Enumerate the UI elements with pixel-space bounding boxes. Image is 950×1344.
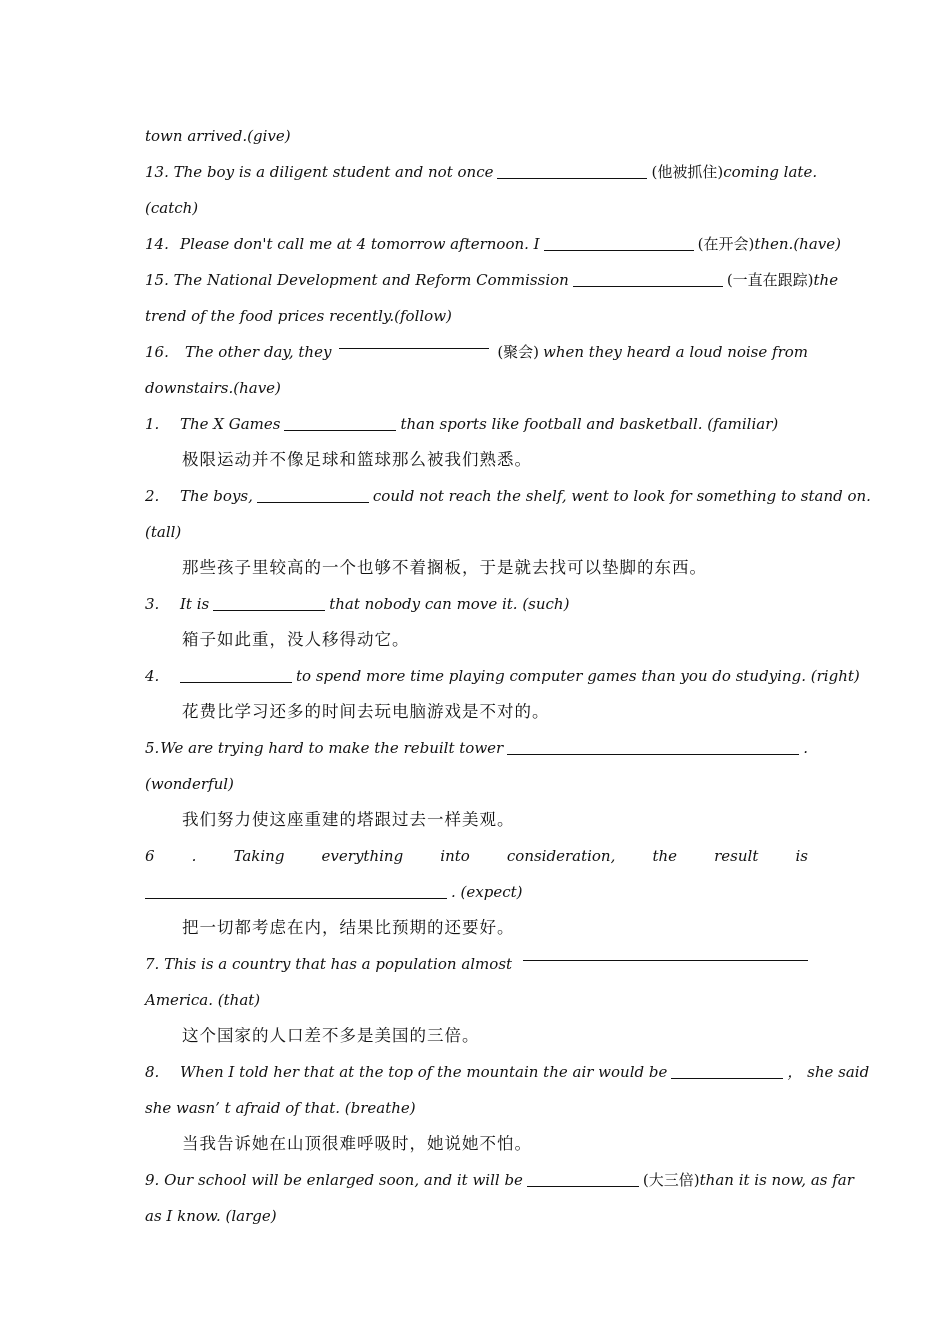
q15-tail: trend of the food prices recently.(follow) xyxy=(145,307,452,325)
answer-blank[interactable] xyxy=(257,488,369,503)
p8-line: 8. When I told her that at the top of the mountain the air would be ， she said xyxy=(145,1063,870,1081)
answer-blank[interactable] xyxy=(507,740,799,755)
q12-continuation: town arrived.(give) xyxy=(145,127,291,145)
q13-tail: (catch) xyxy=(145,199,199,217)
p4-line: 4. to spend more time playing computer games than you do studying. (right) xyxy=(145,667,860,685)
answer-blank[interactable] xyxy=(497,164,647,179)
q14-line: 14. Please don't call me at 4 tomorrow afternoon. I (在开会)then.(have) xyxy=(145,235,841,253)
p9-line: 9. Our school will be enlarged soon, and it will be (大三倍)than it is now, as far xyxy=(145,1171,854,1189)
p6-translation: 把一切都考虑在内，结果比预期的还要好。 xyxy=(182,918,515,937)
answer-blank[interactable] xyxy=(671,1064,783,1079)
answer-blank[interactable] xyxy=(180,668,292,683)
worksheet-page xyxy=(145,118,871,1234)
p2-tail: (tall) xyxy=(145,523,182,541)
p3-line: 3. It is that nobody can move it. (such) xyxy=(145,595,570,613)
p5-translation: 我们努力使这座重建的塔跟过去一样美观。 xyxy=(182,810,515,829)
q13-line: 13. The boy is a diligent student and not once (他被抓住)coming late. xyxy=(145,163,818,181)
answer-blank[interactable] xyxy=(213,596,325,611)
p2-line: 2. The boys, could not reach the shelf, went to look for something to stand on. xyxy=(145,487,871,505)
p9-tail: as I know. (large) xyxy=(145,1207,277,1225)
q16-line: 16. The other day, they (聚会) when they heard a loud noise from xyxy=(145,334,808,370)
answer-blank[interactable] xyxy=(527,1172,639,1187)
q15-line: 15. The National Development and Reform Commission (一直在跟踪)the xyxy=(145,271,839,289)
q16-tail: downstairs.(have) xyxy=(145,379,281,397)
p7-line: 7. This is a country that has a population almost xyxy=(145,946,808,982)
p1-line: 1. The X Games than sports like football and basketball. (familiar) xyxy=(145,415,779,433)
p8-tail: she wasn’ t afraid of that. (breathe) xyxy=(145,1099,416,1117)
answer-blank[interactable] xyxy=(145,884,447,899)
p7-translation: 这个国家的人口差不多是美国的三倍。 xyxy=(182,1026,480,1045)
p6-line: 6 . Taking everything into consideration, the result is xyxy=(145,847,808,865)
answer-blank[interactable] xyxy=(573,272,723,287)
p4-translation: 花费比学习还多的时间去玩电脑游戏是不对的。 xyxy=(182,702,550,721)
p8-translation: 当我告诉她在山顶很难呼吸时，她说她不怕。 xyxy=(182,1134,532,1153)
answer-blank[interactable] xyxy=(339,334,489,349)
p6-tail: . (expect) xyxy=(145,874,808,910)
p2-translation: 那些孩子里较高的一个也够不着搁板，于是就去找可以垫脚的东西。 xyxy=(182,558,707,577)
p3-translation: 箱子如此重，没人移得动它。 xyxy=(182,630,410,649)
answer-blank[interactable] xyxy=(284,416,396,431)
p7-tail: America. (that) xyxy=(145,991,261,1009)
p5-tail: (wonderful) xyxy=(145,775,234,793)
answer-blank[interactable] xyxy=(544,236,694,251)
answer-blank[interactable] xyxy=(523,946,808,961)
p5-line: 5. We are trying hard to make the rebuilt tower . xyxy=(145,739,808,757)
p1-translation: 极限运动并不像足球和篮球那么被我们熟悉。 xyxy=(182,450,532,469)
